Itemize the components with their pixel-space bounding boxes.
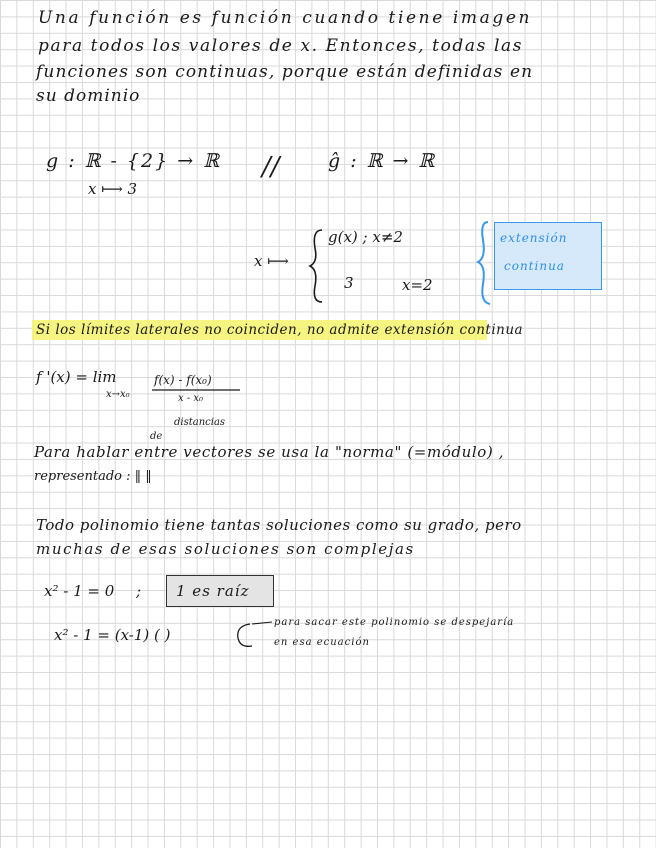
equation-1: x² - 1 = 0 xyxy=(44,582,115,600)
ghat-mapping: x ⟼ xyxy=(254,252,289,270)
separator: // xyxy=(262,152,280,182)
root-box-text: 1 es raíz xyxy=(176,582,250,600)
derivative-numerator: f(x) - f(x₀) xyxy=(154,373,212,387)
semicolon: ; xyxy=(136,582,142,600)
g-definition: g : ℝ - {2} → ℝ xyxy=(46,150,221,172)
para1-line3: funciones son continuas, porque están definidas en xyxy=(36,62,534,82)
case-1: g(x) ; x≠2 xyxy=(328,228,403,246)
cases-brace xyxy=(310,230,322,302)
para1-line4: su dominio xyxy=(36,86,141,106)
extension-note-line2: continua xyxy=(504,259,565,273)
derivative-limit-sub: x→x₀ xyxy=(106,389,130,400)
derivative-denominator: x - x₀ xyxy=(178,393,204,404)
para1-line2: para todos los valores de x. Entonces, todas las xyxy=(38,36,524,56)
note-line1: para sacar este polinomio se despejaría xyxy=(274,617,515,628)
polinomio-line2: muchas de esas soluciones son complejas xyxy=(36,540,415,558)
para1-line1: Una función es función cuando tiene imagen xyxy=(38,8,533,28)
case-2-condition: x=2 xyxy=(402,276,433,294)
blue-bracket xyxy=(478,222,490,304)
equation-2: x² - 1 = (x-1) ( ) xyxy=(54,626,171,644)
case-2-value: 3 xyxy=(344,274,354,292)
derivative-lhs: f '(x) = lim xyxy=(36,368,117,386)
g-mapping: x ⟼ 3 xyxy=(88,180,138,198)
norma-line1: Para hablar entre vectores se usa la "norma" (=módulo) , xyxy=(34,443,505,461)
ghat-definition: ĝ : ℝ → ℝ xyxy=(328,150,437,172)
extension-note-line1: extensión xyxy=(500,231,568,245)
norma-line2: representado : ‖ ‖ xyxy=(34,469,152,484)
note-arrow xyxy=(252,622,272,624)
norma-above: distancias xyxy=(174,417,226,428)
note-line2: en esa ecuación xyxy=(274,637,370,648)
norma-de: de xyxy=(150,431,163,442)
polinomio-line1: Todo polinomio tiene tantas soluciones como su grado, pero xyxy=(36,516,522,534)
note-bracket xyxy=(238,624,252,646)
limits-statement: Si los límites laterales no coinciden, no admite extensión continua xyxy=(36,322,524,338)
